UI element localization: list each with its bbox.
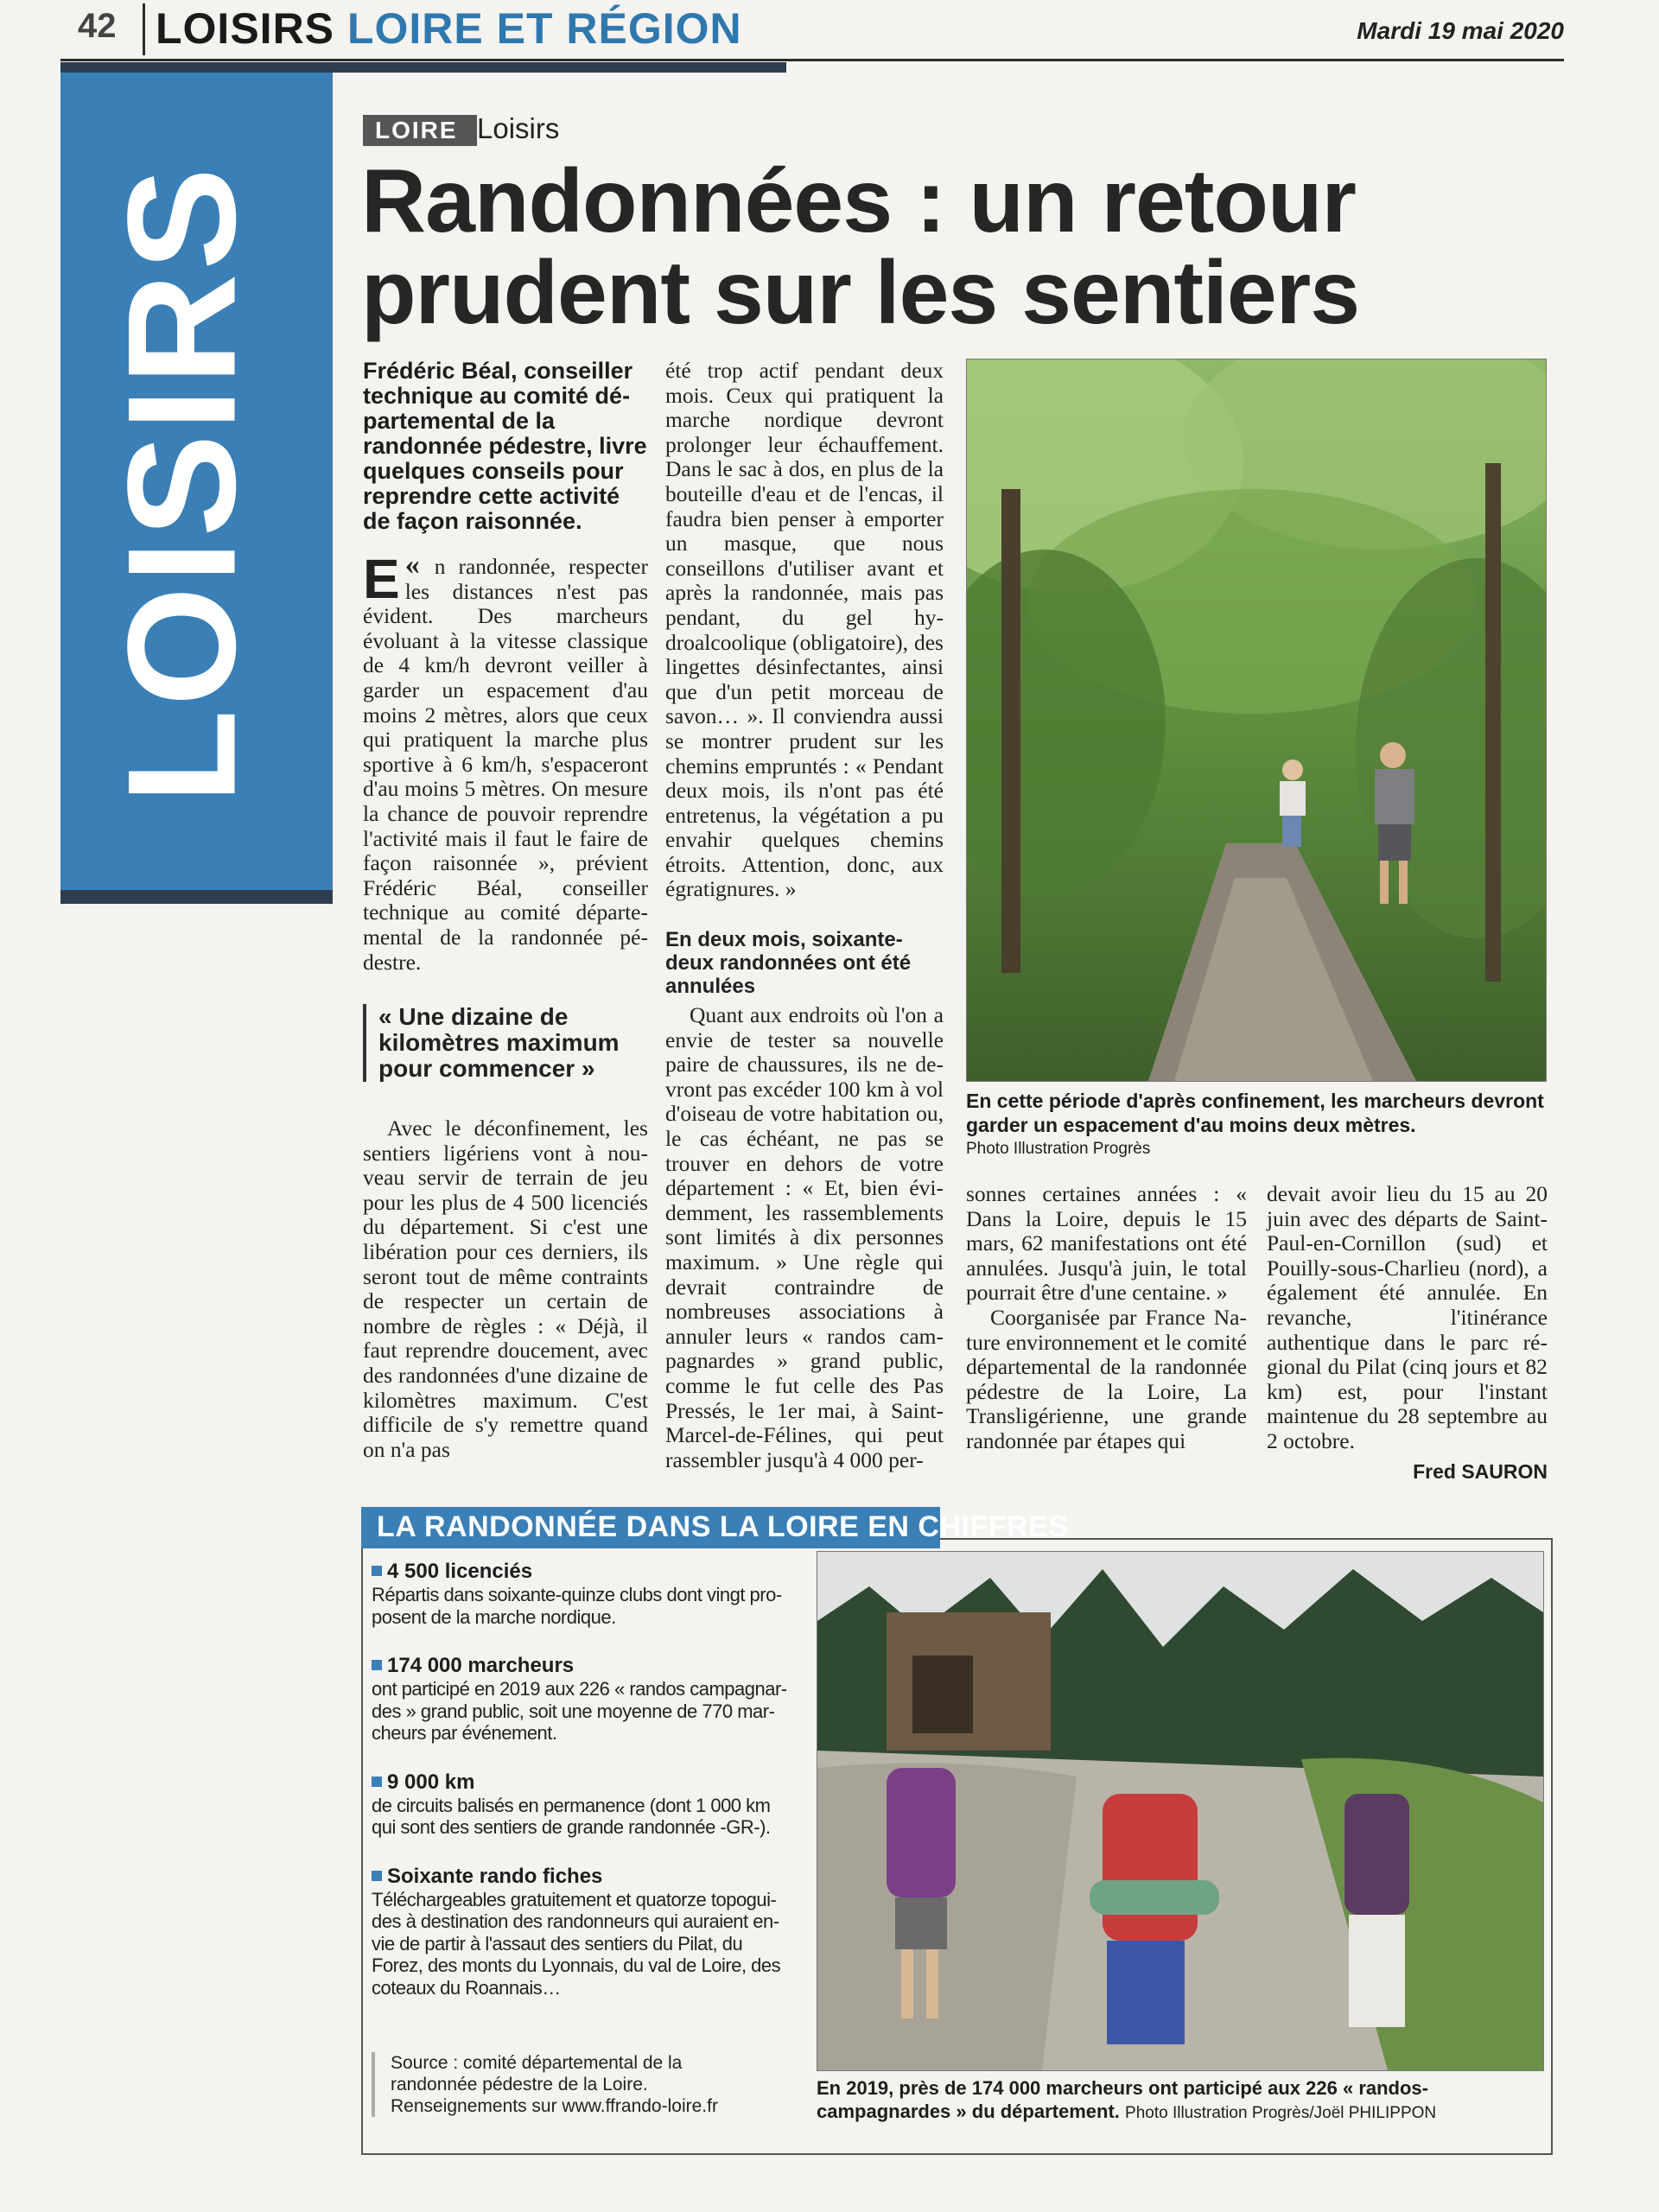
square-bullet-icon <box>372 1871 382 1881</box>
fact-box-source <box>372 2052 762 2117</box>
section-main: LOISIRS <box>156 4 335 53</box>
fact-body: Téléchargeables gratuitement et quatorze topoguides à destination des randonneurs qui auraient envie de partir à l'assaut des sentiers du Pilat, du Forez, des monts du Lyonnais, du val de Loire, des coteaux du Roannais… <box>372 1888 781 1999</box>
article-column-2 <box>665 359 944 1472</box>
header-accent-bar <box>60 62 786 73</box>
issue-date: Mardi 19 mai 2020 <box>1357 17 1564 44</box>
fact-box-title: LA RANDONNÉE DANS LA LOIRE EN CHIFFRES <box>377 1510 1069 1543</box>
square-bullet-icon <box>372 1777 382 1787</box>
hiker-figure-5 <box>1344 1794 1409 2027</box>
paragraph-text: n randonnée, respecter les distances n'est pas évident. Des marcheurs évoluant à la vitesse classique de 4 km/h devront veiller à garder un espacement d'au moins 2 mètres, alors que ceux qui pratiquent la marche plus sportive à 6 km/h, s'espaceront d'au moins 5 mètres. On mesure la chance de pouvoir reprendre l'activité mais il faut le faire de façon raisonnée », prévient Frédéric Béal, conseiller technique au comité départemental de la randonnée pédestre. <box>363 554 648 975</box>
caption-text: En 2019, près de 174 000 marcheurs ont participé aux 226 « randos-campagnardes » du département. <box>817 2077 1428 2122</box>
page-header <box>60 0 1564 61</box>
article-subhead: En deux mois, soixante-deux randonnées ont été annulées <box>665 928 912 999</box>
square-bullet-icon <box>372 1566 382 1576</box>
pull-quote: « Une dizaine de kilomètres maximum pour commencer » <box>363 1004 648 1082</box>
article-paragraph: Quant aux endroits où l'on a envie de tester sa nouvelle paire de chaussures, ils ne devront pas excéder 100 km à vol d'oiseau de votre habitation ou, le cas échéant, ne pas se trouver en dehors de votre département : « Et, bien évidemment, les rassemblements sont limités à dix personnes maximum. » Une règle qui devrait contraindre de nombreuses associations à annuler leurs « randos campagnardes » grand public, comme le fut celle des Pas Pressés, le 1er mai, à Saint-Marcel-de-Félines, qui peut rassembler jusqu'à 4 000 per- <box>665 1002 944 1472</box>
article-column-1 <box>363 359 648 1462</box>
fact-body: de circuits balisés en permanence (dont 1 000 km qui sont des sentiers de grande randonnée -GR-). <box>372 1794 771 1838</box>
caption-text: En cette période d'après confinement, les marcheurs devront garder un espacement d'au moins deux mètres. <box>966 1090 1544 1136</box>
fact-item <box>372 1654 795 1745</box>
photo-forest-hikers <box>966 359 1547 1082</box>
article-paragraph: été trop actif pendant deux mois. Ceux qui pratiquent la marche nordique devront prolonger leur échauffement. Dans le sac à dos, en plus de la bouteille d'eau et de l'encas, il faudra bien penser à emporter un masque, que nous conseillons d'utiliser avant et après la randonnée, mais pas pendant, du gel hydroalcoolique (obligatoire), des lingettes désinfectantes, ainsi que d'un petit morceau de savon… ». Il conviendra aussi se montrer prudent sur les chemins empruntés : « Pendant deux mois, ils n'ont pas été entretenus, la végétation a pu envahir quelques chemins étroits. Attention, donc, aux égratignures. » <box>665 358 944 902</box>
drop-cap: E <box>363 548 400 610</box>
fact-heading: Soixante rando fiches <box>387 1864 603 1888</box>
byline: Fred SAURON <box>1413 1460 1548 1483</box>
source-link[interactable]: Renseignements sur www.ffrando-loire.fr <box>391 2096 718 2116</box>
fact-item <box>372 1865 795 1999</box>
photo-credit: Photo Illustration Progrès/Joël PHILIPPON <box>1125 2104 1437 2122</box>
fact-heading: 9 000 km <box>387 1770 475 1794</box>
quote-open: « <box>404 549 435 581</box>
fact-heading: 4 500 licenciés <box>387 1560 533 1583</box>
article-paragraph <box>363 548 648 975</box>
kicker-arrow-icon <box>456 115 468 146</box>
photo-caption-1 <box>966 1089 1554 1161</box>
page-number: 42 <box>78 7 117 45</box>
photo-hikers-backpacks-illustration <box>817 1552 1543 2070</box>
article-paragraph: sonnes certaines années : « Dans la Loire, depuis le 15 mars, 62 manifestations ont été annulées. Jusqu'à juin, le total pourrait être d'une centaine. » <box>966 1181 1247 1306</box>
header-divider <box>143 3 145 55</box>
photo-hikers-backpacks <box>817 1551 1544 2071</box>
side-band-bottom-bar <box>60 890 333 904</box>
fact-body: Répartis dans soixante-quinze clubs dont vingt proposent de la marche nordique. <box>372 1584 783 1628</box>
article-paragraph: Coorganisée par France Nature environnement et le comité départemental de la randonnée pédestre de la Loire, La Transligérienne, une grande randonnée par étapes qui <box>966 1304 1247 1453</box>
source-text: Source : comité départemental de la randonnée pédestre de la Loire. <box>391 2053 683 2094</box>
article-column-3 <box>966 1182 1247 1454</box>
section-title <box>156 3 742 54</box>
square-bullet-icon <box>372 1660 382 1670</box>
fact-item <box>372 1770 795 1839</box>
article-column-4 <box>1267 1182 1548 1454</box>
kicker-subtitle: Loisirs <box>477 112 560 144</box>
article-paragraph: Avec le déconfinement, les sentiers ligériens vont à nouveau servir de terrain de jeu pour les plus de 4 500 licenciés du département. Si c'est une libération pour ces derniers, ils seront tout de même contraints de respecter un certain de nombre de règles : « Déjà, il faut reprendre doucement, avec des randonnées d'une dizaine de kilomètres maximum. C'est difficile de s'y remettre quand on n'a pas <box>363 1116 648 1462</box>
article-headline: Randonnées : un retour prudent sur les sentiers <box>361 151 1360 344</box>
article-paragraph: devait avoir lieu du 15 au 20 juin avec des départs de Saint-Paul-en-Cornillon (sud) et Pouilly-sous-Charlieu (nord), a également été annulée. En revanche, l'itinérance authentique dans le parc régional du Pilat (cinq jours et 82 km) est, pour l'instant maintenue du 28 septembre au 2 octobre. <box>1267 1181 1548 1453</box>
side-band-word: LOISIRS <box>95 163 268 804</box>
section-sub: LOIRE ET RÉGION <box>346 4 742 53</box>
article-lead: Frédéric Béal, conseiller technique au comité départemental de la randonnée pédestre, livre quelques conseils pour reprendre cette activité de façon raisonnée. <box>363 358 647 534</box>
photo-caption-2 <box>817 2076 1542 2125</box>
fact-list <box>372 1560 795 2024</box>
fact-item <box>372 1560 795 1628</box>
fact-body: ont participé en 2019 aux 226 « randos campagnardes » grand public, soit une moyenne de 770 marcheurs par événement. <box>372 1678 788 1744</box>
kicker-tag: LOIRE <box>363 115 477 146</box>
photo-forest-hikers-illustration <box>967 359 1546 1081</box>
photo-credit: Photo Illustration Progrès <box>966 1140 1151 1158</box>
fact-heading: 174 000 marcheurs <box>387 1654 575 1677</box>
